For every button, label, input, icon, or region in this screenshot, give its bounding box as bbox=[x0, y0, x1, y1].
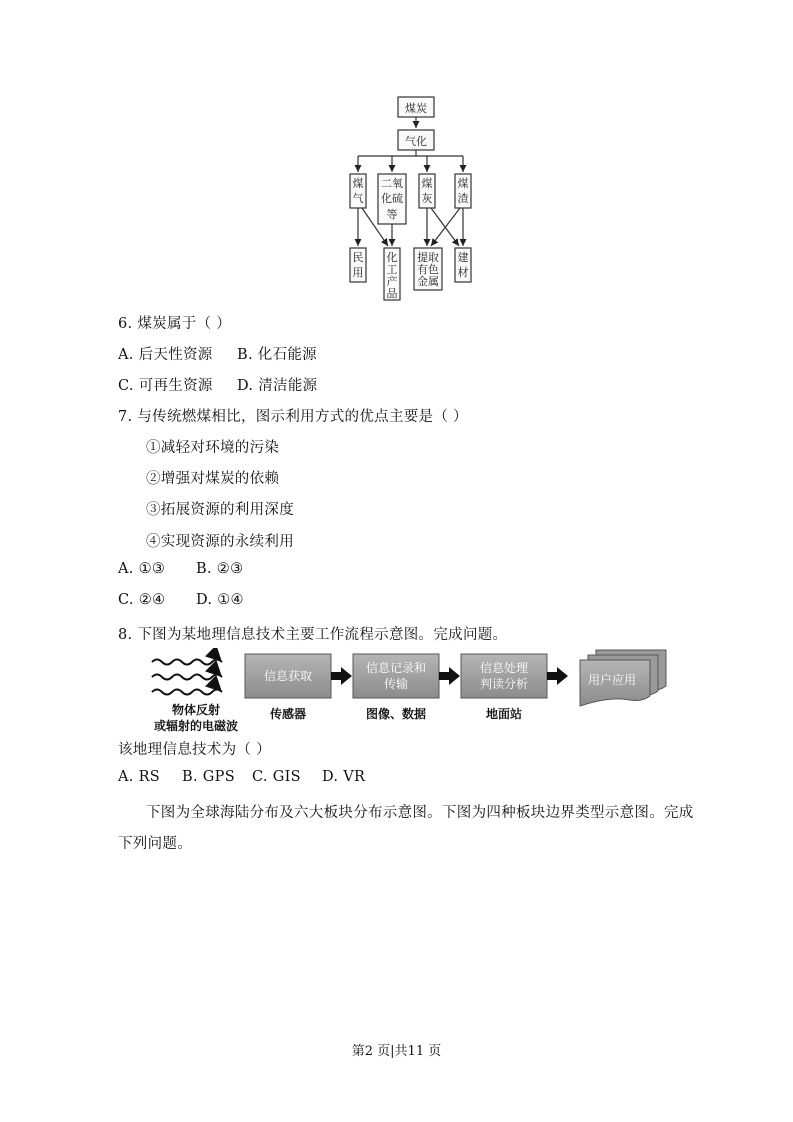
flow-arrow bbox=[547, 667, 568, 685]
q6-option-d: D. 清洁能源 bbox=[237, 378, 318, 394]
flow-box-processing-label: 信息处理 bbox=[479, 661, 529, 675]
flow-box-recording-label: 信息记录和 bbox=[365, 661, 427, 675]
flow-source-label: 物体反射 bbox=[171, 703, 221, 717]
q7-item-2: ②增强对煤炭的依赖 bbox=[146, 471, 280, 487]
q6-option-c: C. 可再生资源 bbox=[118, 378, 213, 394]
label-product: 气 bbox=[352, 192, 364, 205]
label-use: 化 bbox=[386, 251, 398, 264]
flow-data-label: 图像、数据 bbox=[365, 707, 427, 721]
label-use: 用 bbox=[352, 266, 364, 279]
q7-option-d: D. ①④ bbox=[196, 592, 244, 608]
flow-arrow bbox=[331, 667, 352, 685]
wave-icon bbox=[152, 660, 222, 695]
label-product: 化硫 bbox=[381, 192, 403, 205]
q6-option-a: A. 后天性资源 bbox=[118, 347, 213, 363]
q7-option-a: A. ①③ bbox=[118, 561, 166, 577]
label-product: 煤 bbox=[457, 177, 469, 190]
q8-option-c: C. GIS bbox=[252, 769, 301, 785]
label-product: 煤 bbox=[352, 177, 364, 190]
label-product: 灰 bbox=[421, 192, 433, 205]
label-use: 有色 bbox=[417, 263, 439, 276]
label-use: 建 bbox=[457, 251, 469, 264]
q6-option-b: B. 化石能源 bbox=[237, 347, 317, 363]
q8-question: 该地理信息技术为（ ） bbox=[118, 742, 271, 758]
flow-sensor-label: 传感器 bbox=[269, 707, 307, 721]
q7-item-4: ④实现资源的永续利用 bbox=[146, 534, 294, 550]
q7-option-b: B. ②③ bbox=[196, 561, 244, 577]
label-use: 金属 bbox=[417, 275, 439, 288]
label-coal: 煤炭 bbox=[405, 102, 427, 115]
label-use: 材 bbox=[457, 266, 469, 279]
q7-item-3: ③拓展资源的利用深度 bbox=[146, 502, 294, 518]
label-product: 二氧 bbox=[381, 177, 403, 190]
label-product: 渣 bbox=[457, 192, 469, 205]
label-gasify: 气化 bbox=[405, 135, 427, 148]
flow-box-user-label: 用户应用 bbox=[587, 673, 637, 687]
q7-item-1: ①减轻对环境的污染 bbox=[146, 440, 280, 456]
q6-stem: 6. 煤炭属于（ ） bbox=[118, 316, 232, 332]
label-use: 工 bbox=[386, 263, 398, 276]
flow-arrow bbox=[439, 667, 460, 685]
q8-stem: 8. 下图为某地理信息技术主要工作流程示意图。完成问题。 bbox=[118, 627, 508, 643]
label-use: 提取 bbox=[417, 251, 439, 264]
label-use: 品 bbox=[386, 287, 398, 300]
flow-box-acquisition-label: 信息获取 bbox=[263, 669, 313, 683]
q8-option-b: B. GPS bbox=[182, 769, 235, 785]
intro-paragraph-line-2: 下列问题。 bbox=[118, 836, 192, 852]
q8-option-a: A. RS bbox=[118, 769, 161, 785]
label-product: 煤 bbox=[421, 177, 433, 190]
q8-option-d: D. VR bbox=[322, 769, 366, 785]
flow-box-recording-label: 传输 bbox=[383, 677, 409, 691]
flow-box-processing-label: 判读分析 bbox=[479, 677, 529, 691]
q7-option-c: C. ②④ bbox=[118, 592, 166, 608]
gis-workflow-diagram bbox=[0, 648, 793, 738]
page-footer: 第2 页|共11 页 bbox=[351, 1044, 442, 1059]
flow-source-label: 或辐射的电磁波 bbox=[153, 719, 239, 733]
intro-paragraph-line-1: 下图为全球海陆分布及六大板块分布示意图。下图为四种板块边界类型示意图。完成 bbox=[146, 805, 694, 821]
label-product: 等 bbox=[386, 208, 398, 221]
label-use: 产 bbox=[386, 275, 398, 288]
coal-flow-diagram bbox=[0, 0, 793, 310]
label-use: 民 bbox=[352, 251, 364, 264]
q7-stem: 7. 与传统燃煤相比，图示利用方式的优点主要是（ ） bbox=[118, 409, 468, 425]
flow-ground-station-label: 地面站 bbox=[485, 707, 523, 721]
